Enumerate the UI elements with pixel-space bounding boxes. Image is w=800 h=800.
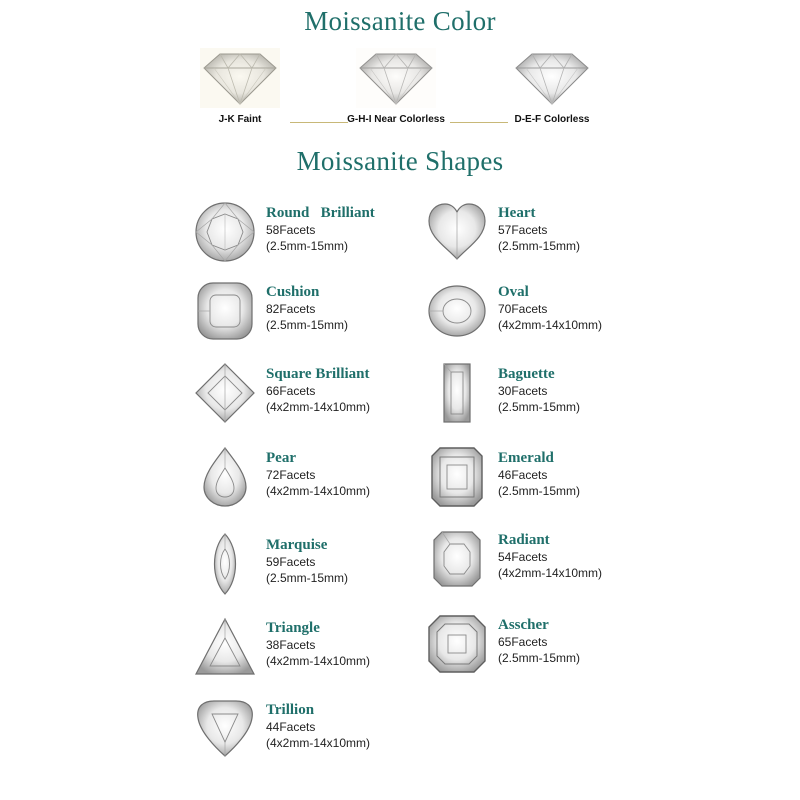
shape-radiant xyxy=(426,528,656,598)
shape-name: Trillion xyxy=(266,702,315,718)
shape-facets: 59Facets xyxy=(266,555,316,569)
shape-name: Pear xyxy=(266,450,296,466)
shape-asscher xyxy=(426,613,656,683)
shapes-section-title: Moissanite Shapes xyxy=(296,146,504,176)
shape-heart xyxy=(426,201,656,271)
shape-emerald xyxy=(426,446,656,516)
color-grade-label: J-K Faint xyxy=(218,114,262,125)
shape-facets: 82Facets xyxy=(266,302,316,316)
shape-name: Round Brilliant xyxy=(266,205,375,221)
round-brilliant-icon xyxy=(194,201,256,263)
emerald-gem-icon xyxy=(426,446,488,508)
shape-triangle xyxy=(194,616,424,686)
shape-size: (2.5mm-15mm) xyxy=(498,484,581,498)
shape-name: Asscher xyxy=(498,617,549,633)
triangle-gem-icon xyxy=(194,616,256,678)
shape-size: (2.5mm-15mm) xyxy=(498,400,581,414)
round-diamond-icon xyxy=(356,48,436,108)
shape-size: (2.5mm-15mm) xyxy=(266,318,349,332)
shape-facets: 46Facets xyxy=(498,468,548,482)
shape-pear xyxy=(194,446,424,516)
shape-marquise xyxy=(194,533,424,603)
baguette-gem-icon xyxy=(426,362,488,424)
cushion-gem-icon xyxy=(194,280,256,342)
shape-size: (2.5mm-15mm) xyxy=(266,239,349,253)
shape-facets: 38Facets xyxy=(266,638,316,652)
shape-size: (4x2mm-14x10mm) xyxy=(266,736,371,750)
shape-facets: 70Facets xyxy=(498,302,548,316)
shape-cushion xyxy=(194,280,424,350)
shape-name: Emerald xyxy=(498,450,554,466)
pear-gem-icon xyxy=(194,446,256,508)
shape-facets: 57Facets xyxy=(498,223,548,237)
round-diamond-icon xyxy=(512,48,592,108)
shape-name: Radiant xyxy=(498,532,550,548)
color-grade-label: G-H-I Near Colorless xyxy=(347,114,445,125)
heart-gem-icon xyxy=(426,201,488,263)
shape-size: (2.5mm-15mm) xyxy=(266,571,349,585)
shape-facets: 66Facets xyxy=(266,384,316,398)
shape-baguette xyxy=(426,362,656,432)
shape-square-brilliant xyxy=(194,362,424,432)
color-grade-g-h-i xyxy=(347,48,445,125)
shape-name: Heart xyxy=(498,205,536,221)
oval-gem-icon xyxy=(426,280,488,342)
shape-oval xyxy=(426,280,656,350)
shape-name: Triangle xyxy=(266,620,320,636)
shape-name: Square Brilliant xyxy=(266,366,370,382)
shape-name: Oval xyxy=(498,284,529,300)
shape-name: Baguette xyxy=(498,366,555,382)
radiant-gem-icon xyxy=(426,528,488,590)
asscher-gem-icon xyxy=(426,613,488,675)
color-grade-d-e-f xyxy=(512,48,592,125)
shape-size: (4x2mm-14x10mm) xyxy=(266,654,371,668)
color-grade-j-k xyxy=(200,48,280,125)
color-grade-label: D-E-F Colorless xyxy=(514,114,590,125)
shape-size: (2.5mm-15mm) xyxy=(498,651,581,665)
shape-facets: 30Facets xyxy=(498,384,548,398)
shape-facets: 44Facets xyxy=(266,720,316,734)
shape-size: (2.5mm-15mm) xyxy=(498,239,581,253)
shape-trillion xyxy=(194,698,424,768)
shape-facets: 54Facets xyxy=(498,550,548,564)
shape-size: (4x2mm-14x10mm) xyxy=(266,484,371,498)
round-diamond-icon xyxy=(200,48,280,108)
shape-size: (4x2mm-14x10mm) xyxy=(498,566,603,580)
shape-size: (4x2mm-14x10mm) xyxy=(498,318,603,332)
trillion-gem-icon xyxy=(194,698,256,760)
shape-round-brilliant xyxy=(194,201,424,271)
shape-facets: 72Facets xyxy=(266,468,316,482)
princess-gem-icon xyxy=(194,362,256,424)
shape-name: Marquise xyxy=(266,537,328,553)
shape-facets: 65Facets xyxy=(498,635,548,649)
shape-facets: 58Facets xyxy=(266,223,316,237)
shape-size: (4x2mm-14x10mm) xyxy=(266,400,371,414)
shape-name: Cushion xyxy=(266,284,320,300)
color-grades-row xyxy=(0,48,800,138)
marquise-gem-icon xyxy=(194,533,256,595)
color-section-title: Moissanite Color xyxy=(304,6,496,36)
